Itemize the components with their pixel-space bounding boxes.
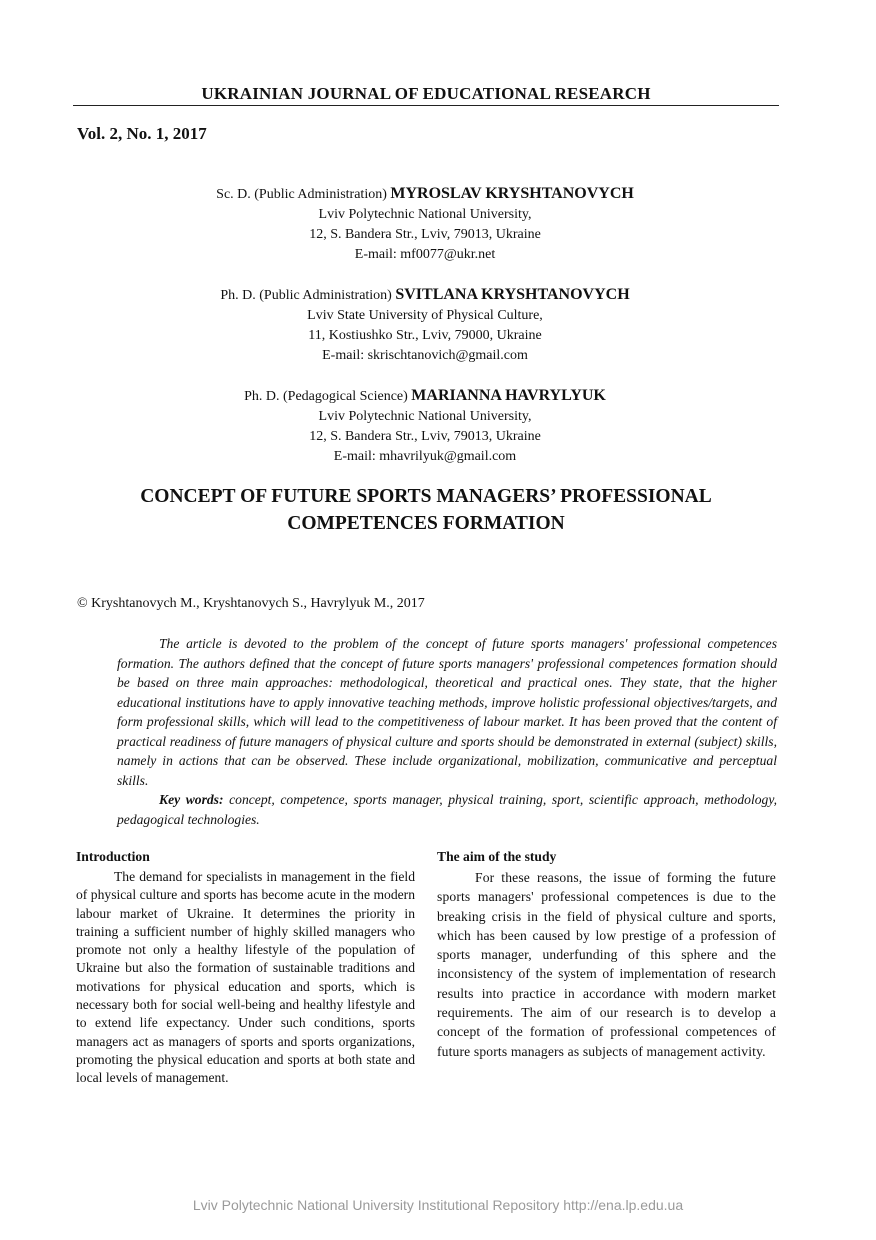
section-paragraph: For these reasons, the issue of forming the future sports managers' professional competences is due to the breaking crisis in the field of physical culture and sports, which has been caused by low prestige of a profession of sports manager, underfunding of this sphere and the inconsistency of the system of implementation of research results into practice in accordance with modern market requirements. The aim of our research is to develop a concept of the formation of professional competences of future sports managers as subjects of management activity. — [437, 870, 776, 1059]
author-email: E-mail: mf0077@ukr.net — [354, 247, 496, 262]
article-title-line: COMPETENCES FORMATION — [287, 513, 565, 534]
author-institution: Lviv State University of Physical Culture, — [307, 308, 543, 323]
author-list — [100, 184, 750, 487]
copyright-notice: © Kryshtanovych M., Kryshtanovych S., Havrylyuk M., 2017 — [77, 596, 425, 611]
author-heading — [100, 386, 750, 407]
introduction-section — [76, 848, 415, 1088]
author-degree: Ph. D. (Public Administration) — [220, 288, 392, 303]
abstract — [117, 634, 777, 829]
article-title-line: CONCEPT OF FUTURE SPORTS MANAGERS’ PROFESSIONAL — [140, 486, 712, 507]
section-heading: Introduction — [76, 849, 150, 864]
author-address: 12, S. Bandera Str., Lviv, 79013, Ukraine — [309, 227, 541, 242]
keywords — [117, 790, 777, 829]
section-paragraph: The demand for specialists in management in the field of physical culture and sports has become acute in the modern labour market of Ukraine. It determines the priority in training a sufficient number of highly skilled managers who promote not only a healthy lifestyle of the population of Ukraine but also the formation of sustainable traditions and motivations for physical education and sports, which is necessary both for social well-being and healthy lifestyle and to extend life expectancy. Under such conditions, sports managers act as managers of sports and sports organizations, promoting the physical education and sports at both state and local levels of management. — [76, 869, 415, 1086]
author-name: MYROSLAV KRYSHTANOVYCH — [390, 185, 634, 202]
article-title — [90, 483, 762, 537]
abstract-text: The article is devoted to the problem of the concept of future sports managers' professional competences formation. The authors defined that the concept of future sports managers' professional competences formation should be based on three main approaches: methodological, theoretical and practical ones. They state, that the higher educational institutions have to apply innovative teaching methods, improve holistic professional objectives/targets, and form professional skills, which will lead to the competitiveness of labour market. It has been proved that the content of practical readiness of future managers of physical culture and sports should be demonstrated in external (subject) skills, namely in actions that can be observed. These include organizational, mobilization, communicative and perceptual skills. — [117, 636, 777, 788]
keywords-label: Key words: — [159, 792, 224, 807]
author-heading — [100, 285, 750, 306]
journal-title: UKRAINIAN JOURNAL OF EDUCATIONAL RESEARCH — [201, 84, 651, 103]
author-email: E-mail: skrischtanovich@gmail.com — [322, 348, 528, 363]
author-degree: Sc. D. (Public Administration) — [216, 187, 387, 202]
repository-footer: Lviv Polytechnic National University Institutional Repository http://ena.lp.edu.ua — [192, 1197, 684, 1213]
author-block — [100, 285, 750, 366]
author-block — [100, 386, 750, 467]
author-address: 12, S. Bandera Str., Lviv, 79013, Ukraine — [309, 429, 541, 444]
author-institution: Lviv Polytechnic National University, — [318, 409, 532, 424]
author-block — [100, 184, 750, 265]
author-degree: Ph. D. (Pedagogical Science) — [244, 389, 408, 404]
author-heading — [100, 184, 750, 205]
aim-section — [437, 848, 776, 1061]
volume-info: Vol. 2, No. 1, 2017 — [77, 124, 207, 143]
author-name: MARIANNA HAVRYLYUK — [411, 387, 606, 404]
author-email: E-mail: mhavrilyuk@gmail.com — [333, 449, 517, 464]
author-address: 11, Kostiushko Str., Lviv, 79000, Ukraine — [308, 328, 542, 343]
author-name: SVITLANA KRYSHTANOVYCH — [395, 286, 630, 303]
keywords-list: concept, competence, sports manager, physical training, sport, scientific approach, methodology, pedagogical technologies. — [117, 792, 777, 827]
header-divider — [73, 105, 779, 106]
section-heading: The aim of the study — [437, 849, 557, 864]
author-institution: Lviv Polytechnic National University, — [318, 207, 532, 222]
